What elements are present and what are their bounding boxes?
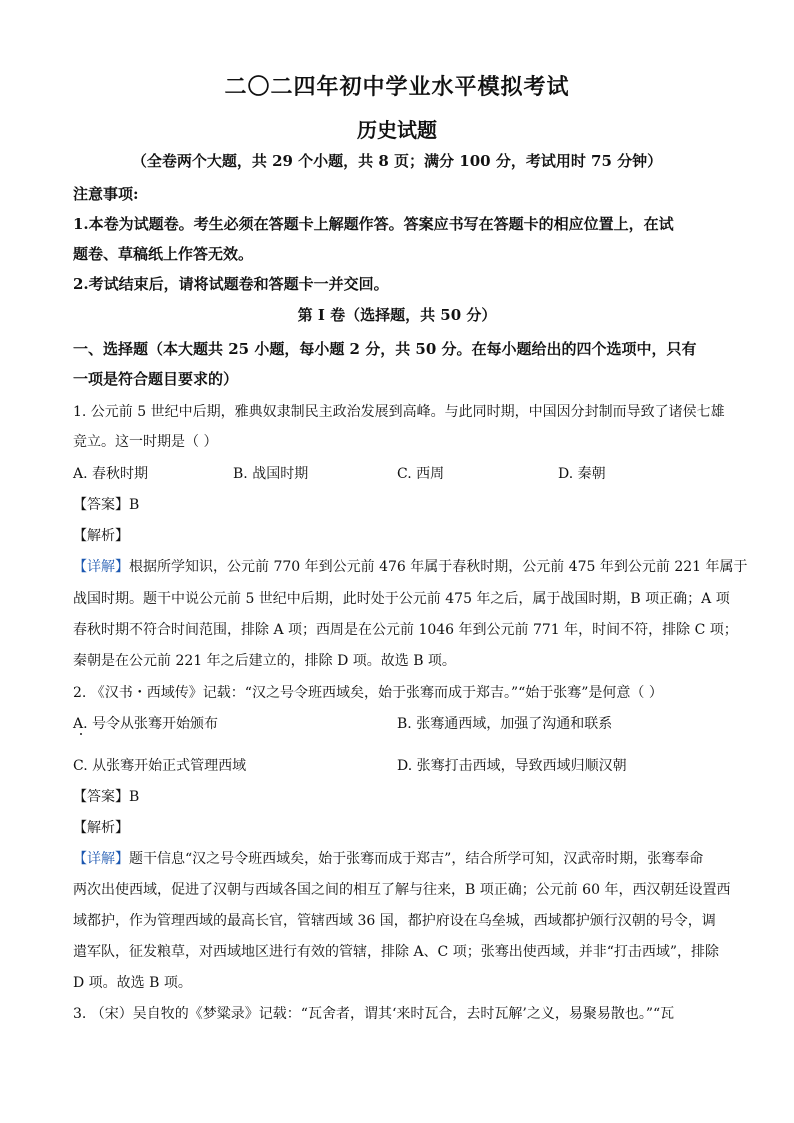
q1-answer: 【答案】B [73, 497, 140, 513]
q2-detail-line-3: 域都护，作为管理西域的最高长官，管辖西域 36 国，都护府设在乌垒城，西域都护颁行汉朝的号令，调 [73, 913, 716, 929]
q2-detail-line-1 [73, 848, 723, 868]
section-intro-line-1: 一、选择题（本大题共 25 小题，每小题 2 分，共 50 分。在每小题给出的四个选项中，只有 [73, 340, 697, 358]
q1-detail-tag: 【详解】 [73, 559, 129, 575]
q1-detail-line-2: 战国时期。题干中说公元前 5 世纪中后期，此时处于公元前 475 年之后，属于战国时期，B 项正确；A 项 [73, 591, 730, 607]
q1-option-d: D. 秦朝 [558, 466, 606, 482]
q2-detail-line-5: D 项。故选 B 项。 [73, 975, 192, 991]
q1-detail-text-1: 根据所学知识，公元前 770 年到公元前 476 年属于春秋时期，公元前 475 年到公元前 221 年属于 [129, 559, 748, 575]
note-1-line-2: 题卷、草稿纸上作答无效。 [73, 245, 254, 263]
q2-option-a: A. 号令从张骞开始颁布 [73, 716, 219, 732]
q2-detail-text-1: 题干信息“汉之号令班西域矣，始于张骞而成于郑吉”，结合所学可知，汉武帝时期，张骞奉命 [129, 851, 704, 867]
q1-option-a: A. 春秋时期 [73, 466, 149, 482]
exam-title: 二〇二四年初中学业水平模拟考试 [224, 74, 570, 100]
section-intro-line-2: 一项是符合题目要求的） [73, 370, 239, 388]
q2-stem: 2. 《汉书・西域传》记载：“汉之号令班西域矣，始于张骞而成于郑吉。”“始于张骞”是何意（ ） [73, 685, 663, 701]
q2-detail-line-2: 两次出使西域，促进了汉朝与西域各国之间的相互了解与往来，B 项正确；公元前 60 年，西汉朝廷设置西 [73, 882, 731, 898]
q1-option-b: B. 战国时期 [233, 466, 309, 482]
q2-option-d: D. 张骞打击西域，导致西域归顺汉朝 [397, 758, 627, 774]
q1-stem-line-2: 竞立。这一时期是（ ） [73, 434, 218, 450]
q2-detail-line-4: 遣军队，征发粮草，对西域地区进行有效的管辖，排除 A、C 项；张骞出使西域，并非“打击西域”，排除 [73, 944, 720, 960]
exam-subject: 历史试题 [357, 118, 437, 142]
q2-option-c: C. 从张骞开始正式管理西域 [73, 758, 247, 774]
stray-dot [80, 733, 82, 735]
q1-option-c: C. 西周 [397, 466, 445, 482]
q1-analysis-label: 【解析】 [73, 528, 129, 544]
q1-detail-line-3: 春秋时期不符合时间范围，排除 A 项；西周是在公元前 1046 年到公元前 771 年，时间不符，排除 C 项； [73, 622, 738, 638]
q3-stem: 3. （宋）吴自牧的《梦粱录》记载：“瓦舍者，谓其‘来时瓦合，去时瓦解’之义，易聚易散也。”“瓦 [73, 1006, 675, 1022]
q2-analysis-label: 【解析】 [73, 820, 129, 836]
q2-detail-tag: 【详解】 [73, 851, 129, 867]
exam-info: （全卷两个大题，共 29 个小题，共 8 页；满分 100 分，考试用时 75 分钟） [131, 152, 663, 170]
q1-detail-line-1 [73, 556, 748, 576]
q2-answer: 【答案】B [73, 789, 140, 805]
q1-detail-line-4: 秦朝是在公元前 221 年之后建立的，排除 D 项。故选 B 项。 [73, 653, 456, 669]
note-2: 2.考试结束后，请将试题卷和答题卡一并交回。 [73, 275, 389, 293]
q2-option-b: B. 张骞通西域，加强了沟通和联系 [397, 716, 613, 732]
q1-stem-line-1: 1. 公元前 5 世纪中后期，雅典奴隶制民主政治发展到高峰。与此同时期，中国因分封制而导致了诸侯七雄 [73, 404, 725, 420]
section-title: 第 I 卷（选择题，共 50 分） [297, 306, 497, 324]
note-1-line-1: 1.本卷为试题卷。考生必须在答题卡上解题作答。答案应书写在答题卡的相应位置上，在试 [73, 215, 674, 233]
notes-heading: 注意事项: [73, 185, 139, 203]
